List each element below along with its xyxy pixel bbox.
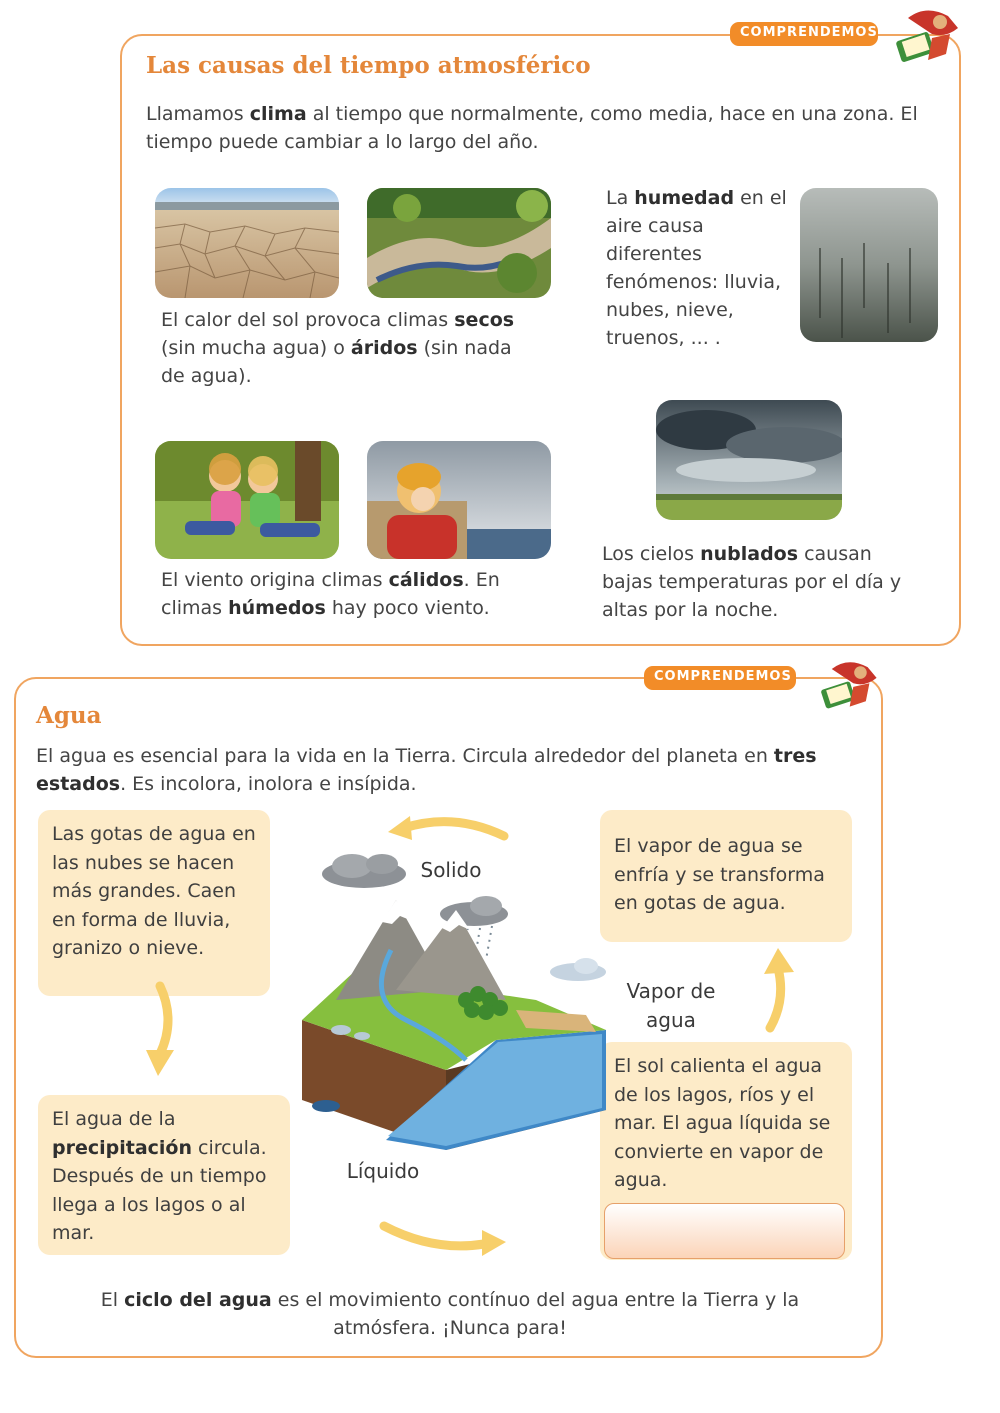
section2-title: Agua <box>36 702 102 729</box>
note-precipitation: El agua de la precipitación circula. Después de un tiempo llega a los lagos o al mar. <box>38 1095 290 1255</box>
section1-intro: Llamamos clima al tiempo que normalmente, como media, hace en una zona. El tiempo puede cambiar a lo largo del año. <box>146 103 918 153</box>
wind-text: El viento origina climas cálidos. En climas húmedos hay poco viento. <box>161 569 500 619</box>
dry-riverbed-photo <box>367 188 551 298</box>
cycle-arrow-right-icon <box>756 944 800 1034</box>
water-cycle-landscape-illustration <box>296 850 610 1160</box>
cycle-arrow-bottom-icon <box>378 1216 514 1260</box>
note-condensation: El vapor de agua se enfría y se transforma en gotas de agua. <box>600 810 852 942</box>
note-evaporation: El sol calienta el agua de los lagos, ríos y el mar. El agua líquida se convierte en vapor de agua. <box>600 1042 852 1260</box>
section1-title: Las causas del tiempo atmosférico <box>146 52 591 79</box>
cycle-arrow-left-icon <box>140 980 184 1080</box>
child-warm-clothes-photo <box>367 441 551 559</box>
reading-mascot-icon <box>810 660 884 712</box>
cycle-arrow-top-icon <box>374 806 514 846</box>
cloud-icon <box>322 854 406 888</box>
label-solid: Solido <box>420 858 482 882</box>
water-cycle-definition: El ciclo del agua es el movimiento contínuo del agua entre la Tierra y la atmósfera. ¡Nunca para! <box>100 1289 800 1339</box>
reading-mascot-icon <box>888 8 962 66</box>
dry-cracked-land-photo <box>155 188 339 298</box>
answer-input-box[interactable] <box>604 1203 845 1259</box>
humidity-text: La humedad en el aire causa diferentes fenómenos: lluvia, nubes, nieve, truenos, ... . <box>606 187 787 349</box>
clouds-text: Los cielos nublados causan bajas temperaturas por el día y altas por la noche. <box>602 543 902 621</box>
cloudy-sky-photo <box>656 400 842 520</box>
wet-window-photo <box>800 188 938 342</box>
note-drops: Las gotas de agua en las nubes se hacen más grandes. Caen en forma de lluvia, granizo o nieve. <box>38 810 270 996</box>
children-sitting-grass-photo <box>155 441 339 559</box>
small-cloud-icon <box>550 958 606 981</box>
label-liquid: Líquido <box>346 1159 420 1183</box>
label-water-vapor: Vapor de agua <box>626 979 716 1032</box>
dry-climate-text: El calor del sol provoca climas secos (sin mucha agua) o áridos (sin nada de agua). <box>161 309 515 387</box>
section2-intro: El agua es esencial para la vida en la Tierra. Circula alrededor del planeta en tres estados. Es incolora, inolora e insípida. <box>36 745 817 795</box>
comprendemos-badge: COMPRENDEMOS <box>730 22 878 46</box>
comprendemos-badge: COMPRENDEMOS <box>644 666 796 690</box>
